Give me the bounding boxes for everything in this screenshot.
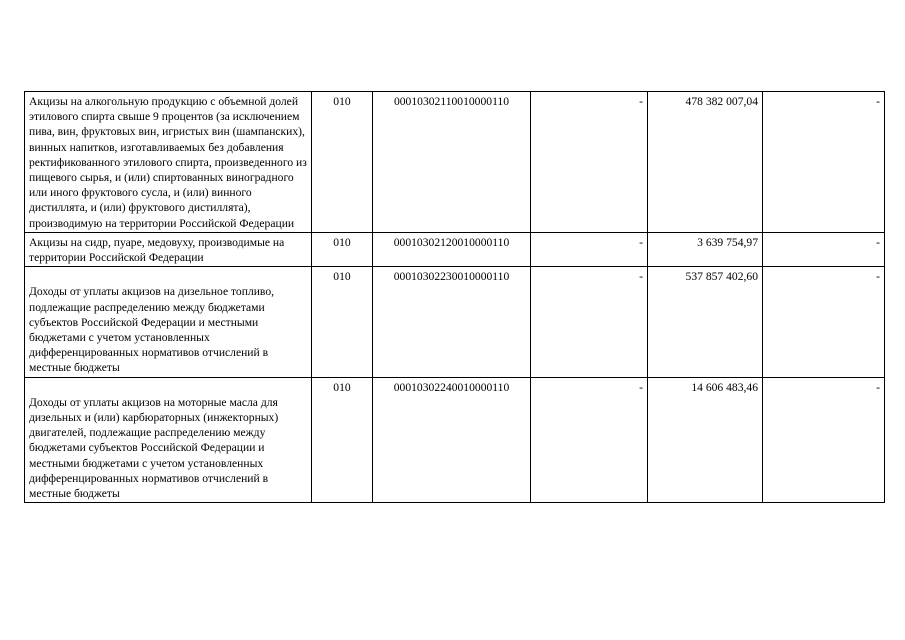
row-unexecuted: - — [763, 267, 885, 377]
row-name: Доходы от уплаты акцизов на моторные масла для дизельных и (или) карбюраторных (инжекторных) двигателей, подлежащие распределению между бюджетами субъектов Российской Федерации и местными бюджетами с учетом установленных дифференцированных нормативов отчислений в местные бюджеты — [29, 395, 279, 501]
row-name: Акцизы на сидр, пуаре, медовуху, производимые на территории Российской Федерации — [25, 232, 312, 266]
row-code: 010 — [312, 377, 373, 503]
table-row — [25, 92, 885, 233]
row-kbk: 00010302240010000110 — [373, 377, 531, 503]
table-row — [25, 232, 885, 266]
row-executed: 3 639 754,97 — [648, 232, 763, 266]
row-kbk: 00010302120010000110 — [373, 232, 531, 266]
row-unexecuted: - — [763, 92, 885, 233]
row-code: 010 — [312, 232, 373, 266]
row-unexecuted: - — [763, 377, 885, 503]
row-code: 010 — [312, 92, 373, 233]
row-unexecuted: - — [763, 232, 885, 266]
row-executed: 537 857 402,60 — [648, 267, 763, 377]
row-name: Акцизы на алкогольную продукцию с объемной долей этилового спирта свыше 9 процентов (за исключением пива, вин, фруктовых вин, игристых вин (шампанских), винных напитков, изготавливаемых без добавления ректификованного этилового спирта, произведенного из пищевого сырья, и (или) спиртованных виноградного или иного фруктового сусла, и (или) винного дистиллята, и (или) фруктового дистиллята), производимую на территории Российской Федерации — [25, 92, 312, 233]
row-approved: - — [531, 232, 648, 266]
row-kbk: 00010302110010000110 — [373, 92, 531, 233]
row-executed: 14 606 483,46 — [648, 377, 763, 503]
revenue-table — [24, 91, 885, 503]
row-code: 010 — [312, 267, 373, 377]
row-approved: - — [531, 377, 648, 503]
row-executed: 478 382 007,04 — [648, 92, 763, 233]
table-row — [25, 267, 885, 377]
row-approved: - — [531, 92, 648, 233]
row-kbk: 00010302230010000110 — [373, 267, 531, 377]
row-approved: - — [531, 267, 648, 377]
row-name-cell — [25, 377, 312, 503]
row-name-cell — [25, 267, 312, 377]
table-row — [25, 377, 885, 503]
row-name: Доходы от уплаты акцизов на дизельное топливо, подлежащие распределению между бюджетами субъектов Российской Федерации и местными бюджетами с учетом установленных дифференцированных нормативов отчислений в местные бюджеты — [29, 285, 275, 375]
